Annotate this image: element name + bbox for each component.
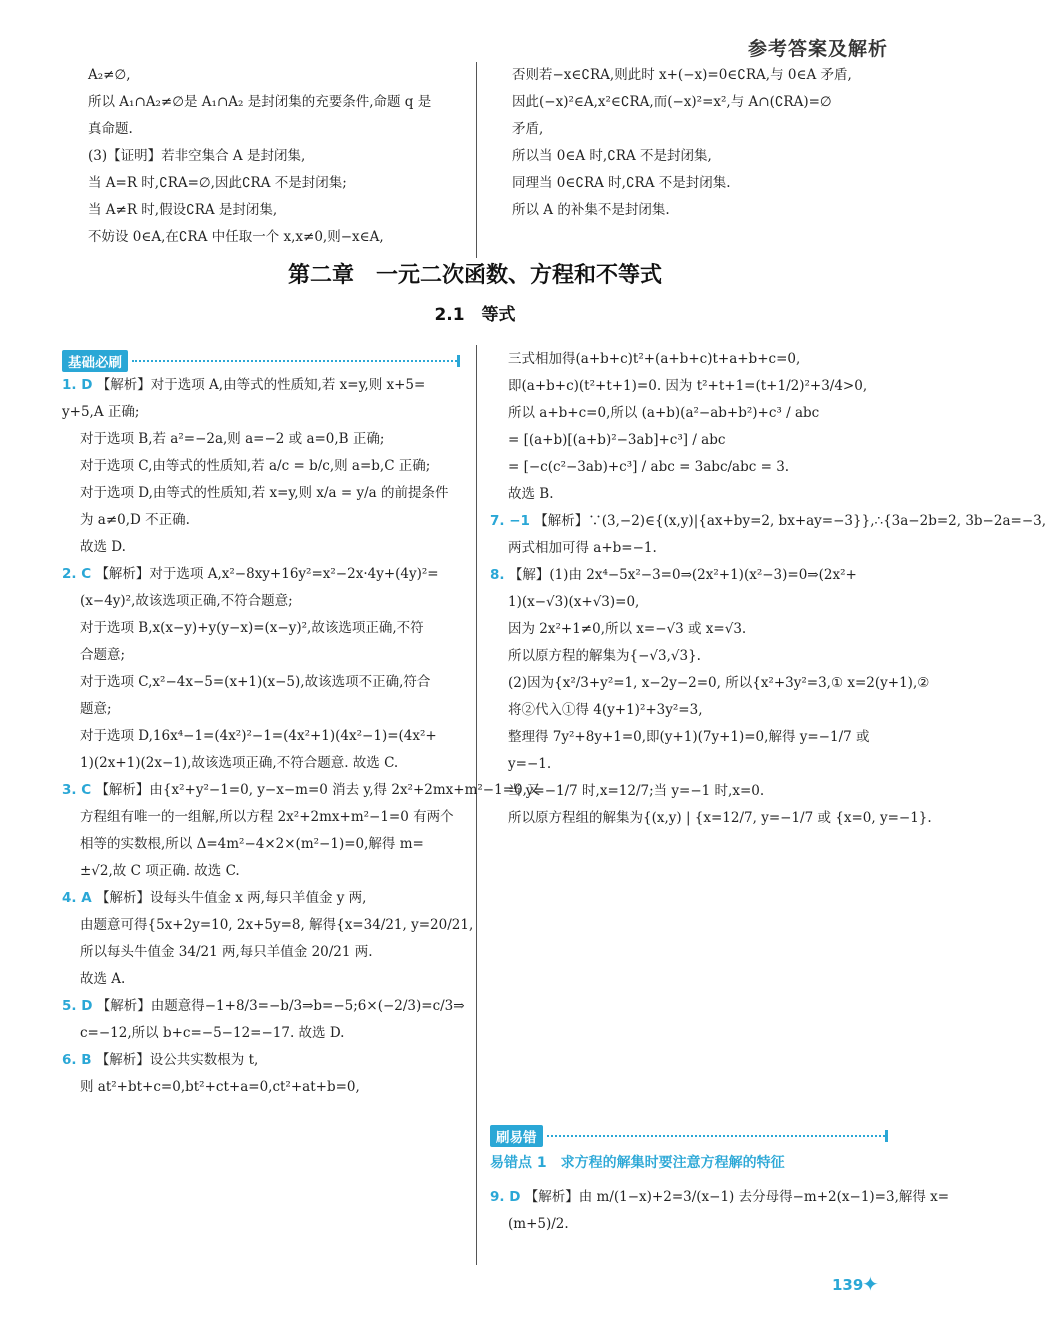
text-line: 所以 A 的补集不是封闭集. bbox=[512, 202, 670, 218]
line-text: (m+5)/2. bbox=[508, 1216, 569, 1232]
text-line bbox=[490, 697, 890, 724]
line-text: 1)(2x+1)(2x−1),故该选项正确,不符合题意. 故选 C. bbox=[80, 755, 399, 771]
line-text: 将②代入①得 4(y+1)²+3y²=3, bbox=[508, 702, 703, 718]
line-text: 所以原方程的解集为{−√3,√3}. bbox=[508, 648, 701, 664]
line-text: 当 y=−1/7 时,x=12/7;当 y=−1 时,x=0. bbox=[508, 783, 765, 799]
text-line bbox=[62, 480, 462, 507]
line-text: 即(a+b+c)(t²+t+1)=0. 因为 t²+t+1=(t+1/2)²+3/4>0, bbox=[508, 378, 868, 394]
text-line: 当 A=R 时,∁RA=∅,因此∁RA 不是封闭集; bbox=[88, 175, 347, 191]
line-text: 三式相加得(a+b+c)t²+(a+b+c)t+a+b+c=0, bbox=[508, 351, 801, 367]
dotted-rule bbox=[547, 1135, 886, 1137]
line-text: 【解析】对于选项 A,x²−8xy+16y²=x²−2x·4y+(4y)²= bbox=[95, 566, 439, 582]
line-text: (2)因为{x²/3+y²=1, x−2y−2=0, 所以{x²+3y²=3,① x=2(y+1),② bbox=[508, 675, 930, 691]
right-tail bbox=[490, 1184, 950, 1238]
text-line bbox=[490, 670, 930, 697]
text-line bbox=[490, 427, 890, 454]
basic-tag: 基础必刷 bbox=[62, 350, 128, 372]
text-line bbox=[490, 373, 890, 400]
question-number: 4. A bbox=[62, 890, 92, 906]
text-line bbox=[490, 751, 890, 778]
line-text: 整理得 7y²+8y+1=0,即(y+1)(7y+1)=0,解得 y=−1/7 或 bbox=[508, 729, 870, 745]
question-number: 5. D bbox=[62, 998, 93, 1014]
text-line: 所以当 0∈A 时,∁RA 不是封闭集, bbox=[512, 148, 712, 164]
line-text: 【解】(1)由 2x⁴−5x²−3=0⇒(2x²+1)(x²−3)=0⇒(2x²+ bbox=[508, 567, 857, 583]
line-text: 【解析】由 m/(1−x)+2=3/(x−1) 去分母得−m+2(x−1)=3,解得 x= bbox=[524, 1189, 950, 1205]
text-line bbox=[490, 400, 890, 427]
line-text: 故选 B. bbox=[508, 486, 554, 502]
line-text: = [(a+b)[(a+b)²−3ab]+c³] / abc bbox=[508, 432, 726, 448]
line-text: 对于选项 B,若 a²=−2a,则 a=−2 或 a=0,B 正确; bbox=[80, 431, 385, 447]
line-text: 由题意可得{5x+2y=10, 2x+5y=8, 解得{x=34/21, y=20/21, bbox=[80, 917, 474, 933]
text-line bbox=[62, 588, 462, 615]
question-line bbox=[490, 562, 890, 589]
text-line bbox=[490, 616, 890, 643]
line-text: 所以原方程组的解集为{(x,y) | {x=12/7, y=−1/7 或 {x=0, y=−1}. bbox=[508, 810, 932, 826]
error-tag: 刷易错 bbox=[490, 1125, 543, 1147]
text-line bbox=[62, 453, 462, 480]
text-line bbox=[62, 723, 462, 750]
line-text: 对于选项 D,由等式的性质知,若 x=y,则 x/a = y/a 的前提条件 bbox=[80, 485, 449, 501]
rule-end bbox=[457, 355, 460, 367]
text-line bbox=[490, 346, 890, 373]
line-text: 为 a≠0,D 不正确. bbox=[80, 512, 190, 528]
line-text: 对于选项 D,16x⁴−1=(4x²)²−1=(4x²+1)(4x²−1)=(4x²+ bbox=[80, 728, 437, 744]
line-text: y+5,A 正确; bbox=[62, 404, 140, 420]
text-line bbox=[62, 750, 462, 777]
question-number: 8. bbox=[490, 567, 505, 583]
question-line bbox=[62, 561, 462, 588]
text-line: 不妨设 0∈A,在∁RA 中任取一个 x,x≠0,则−x∈A, bbox=[88, 229, 384, 245]
text-line bbox=[62, 1074, 462, 1101]
line-text: 【解析】由{x²+y²−1=0, y−x−m=0 消去 y,得 2x²+2mx+m²−1=0,又 bbox=[95, 782, 541, 798]
text-line bbox=[62, 399, 462, 426]
text-line bbox=[62, 939, 462, 966]
page-number: 139 bbox=[832, 1276, 864, 1294]
page-header: 参考答案及解析 bbox=[747, 38, 888, 60]
line-text: 故选 D. bbox=[80, 539, 126, 555]
line-text: 题意; bbox=[80, 701, 112, 717]
text-line bbox=[62, 804, 462, 831]
column-divider bbox=[476, 62, 477, 258]
question-number: 6. B bbox=[62, 1052, 92, 1068]
basic-tag-bar bbox=[62, 350, 460, 372]
line-text: 【解析】由题意得−1+8/3=−b/3⇒b=−5;6×(−2/3)=c/3⇒ bbox=[96, 998, 465, 1014]
text-line bbox=[62, 696, 462, 723]
text-line bbox=[62, 669, 462, 696]
text-line: A₂≠∅, bbox=[88, 67, 131, 83]
question-line bbox=[62, 885, 462, 912]
line-text: 相等的实数根,所以 Δ=4m²−4×2×(m²−1)=0,解得 m= bbox=[80, 836, 424, 852]
question-line bbox=[62, 372, 462, 399]
section-title: 2.1 等式 bbox=[434, 305, 516, 325]
text-line bbox=[62, 1020, 462, 1047]
line-text: c=−12,所以 b+c=−5−12=−17. 故选 D. bbox=[80, 1025, 345, 1041]
line-text: 方程组有唯一的一组解,所以方程 2x²+2mx+m²−1=0 有两个 bbox=[80, 809, 454, 825]
text-line: 当 A≠R 时,假设∁RA 是封闭集, bbox=[88, 202, 278, 218]
text-line bbox=[62, 858, 462, 885]
question-line bbox=[490, 508, 1046, 535]
text-line bbox=[490, 535, 890, 562]
text-line bbox=[62, 426, 462, 453]
rule-end bbox=[885, 1130, 888, 1142]
line-text: 合题意; bbox=[80, 647, 126, 663]
chapter-title: 第二章 一元二次函数、方程和不等式 bbox=[287, 263, 662, 288]
text-line bbox=[490, 643, 890, 670]
line-text: 则 at²+bt+c=0,bt²+ct+a=0,ct²+at+b=0, bbox=[80, 1079, 360, 1095]
line-text: 对于选项 C,由等式的性质知,若 a/c = b/c,则 a=b,C 正确; bbox=[80, 458, 431, 474]
line-text: y=−1. bbox=[508, 756, 552, 772]
line-text: ±√2,故 C 项正确. 故选 C. bbox=[80, 863, 240, 879]
line-text: 【解析】∵(3,−2)∈{(x,y)|{ax+by=2, bx+ay=−3}},∴{3a−2b=2, 3b−2a=−3, bbox=[534, 513, 1046, 529]
question-number: 9. D bbox=[490, 1189, 521, 1205]
line-text: 【解析】设公共实数根为 t, bbox=[95, 1052, 259, 1068]
text-line bbox=[490, 481, 890, 508]
text-line bbox=[490, 778, 890, 805]
text-line bbox=[490, 1211, 890, 1238]
text-line: 真命题. bbox=[88, 121, 133, 137]
column-divider bbox=[476, 345, 477, 1265]
text-line bbox=[62, 534, 462, 561]
line-text: 所以每头牛值金 34/21 两,每只羊值金 20/21 两. bbox=[80, 944, 373, 960]
line-text: 1)(x−√3)(x+√3)=0, bbox=[508, 594, 640, 610]
line-text: (x−4y)²,故该选项正确,不符合题意; bbox=[80, 593, 293, 609]
question-line bbox=[62, 777, 541, 804]
text-line bbox=[490, 454, 890, 481]
dotted-rule bbox=[132, 360, 457, 362]
text-line bbox=[62, 615, 462, 642]
text-line bbox=[62, 642, 462, 669]
text-line: 否则若−x∈∁RA,则此时 x+(−x)=0∈∁RA,与 0∈A 矛盾, bbox=[512, 67, 852, 83]
question-line bbox=[62, 1047, 462, 1074]
line-text: 【解析】设每头牛值金 x 两,每只羊值金 y 两, bbox=[95, 890, 367, 906]
question-line bbox=[490, 1184, 950, 1211]
text-line bbox=[62, 831, 462, 858]
line-text: 所以 a+b+c=0,所以 (a+b)(a²−ab+b²)+c³ / abc bbox=[508, 405, 820, 421]
question-number: 1. D bbox=[62, 377, 93, 393]
error-point-title: 易错点 1 求方程的解集时要注意方程解的特征 bbox=[490, 1155, 785, 1171]
line-text: 对于选项 B,x(x−y)+y(y−x)=(x−y)²,故该选项正确,不符 bbox=[80, 620, 424, 636]
question-line bbox=[62, 993, 465, 1020]
line-text: = [−c(c²−3ab)+c³] / abc = 3abc/abc = 3. bbox=[508, 459, 790, 475]
text-line bbox=[490, 805, 932, 832]
line-text: 对于选项 C,x²−4x−5=(x+1)(x−5),故该选项不正确,符合 bbox=[80, 674, 431, 690]
text-line: 矛盾, bbox=[512, 121, 544, 137]
top-right-column bbox=[512, 62, 892, 224]
text-line: 同理当 0∈∁RA 时,∁RA 不是封闭集. bbox=[512, 175, 731, 191]
text-line bbox=[490, 724, 890, 751]
line-text: 故选 A. bbox=[80, 971, 126, 987]
top-left-column bbox=[88, 62, 468, 251]
line-text: 【解析】对于选项 A,由等式的性质知,若 x=y,则 x+5= bbox=[96, 377, 426, 393]
star-icon: ✦ bbox=[862, 1272, 879, 1296]
text-line bbox=[490, 589, 890, 616]
text-line: 因此(−x)²∈A,x²∈∁RA,而(−x)²=x²,与 A∩(∁RA)=∅ bbox=[512, 94, 832, 110]
question-number: 7. −1 bbox=[490, 513, 530, 529]
text-line bbox=[62, 966, 462, 993]
text-line bbox=[62, 912, 474, 939]
line-text: 两式相加可得 a+b=−1. bbox=[508, 540, 657, 556]
question-number: 3. C bbox=[62, 782, 92, 798]
question-number: 2. C bbox=[62, 566, 92, 582]
text-line: 所以 A₁∩A₂≠∅是 A₁∩A₂ 是封闭集的充要条件,命题 q 是 bbox=[88, 94, 432, 110]
error-tag-bar bbox=[490, 1125, 888, 1147]
text-line: (3)【证明】若非空集合 A 是封闭集, bbox=[88, 148, 306, 164]
line-text: 因为 2x²+1≠0,所以 x=−√3 或 x=√3. bbox=[508, 621, 747, 637]
right-column bbox=[490, 346, 1046, 832]
text-line bbox=[62, 507, 462, 534]
